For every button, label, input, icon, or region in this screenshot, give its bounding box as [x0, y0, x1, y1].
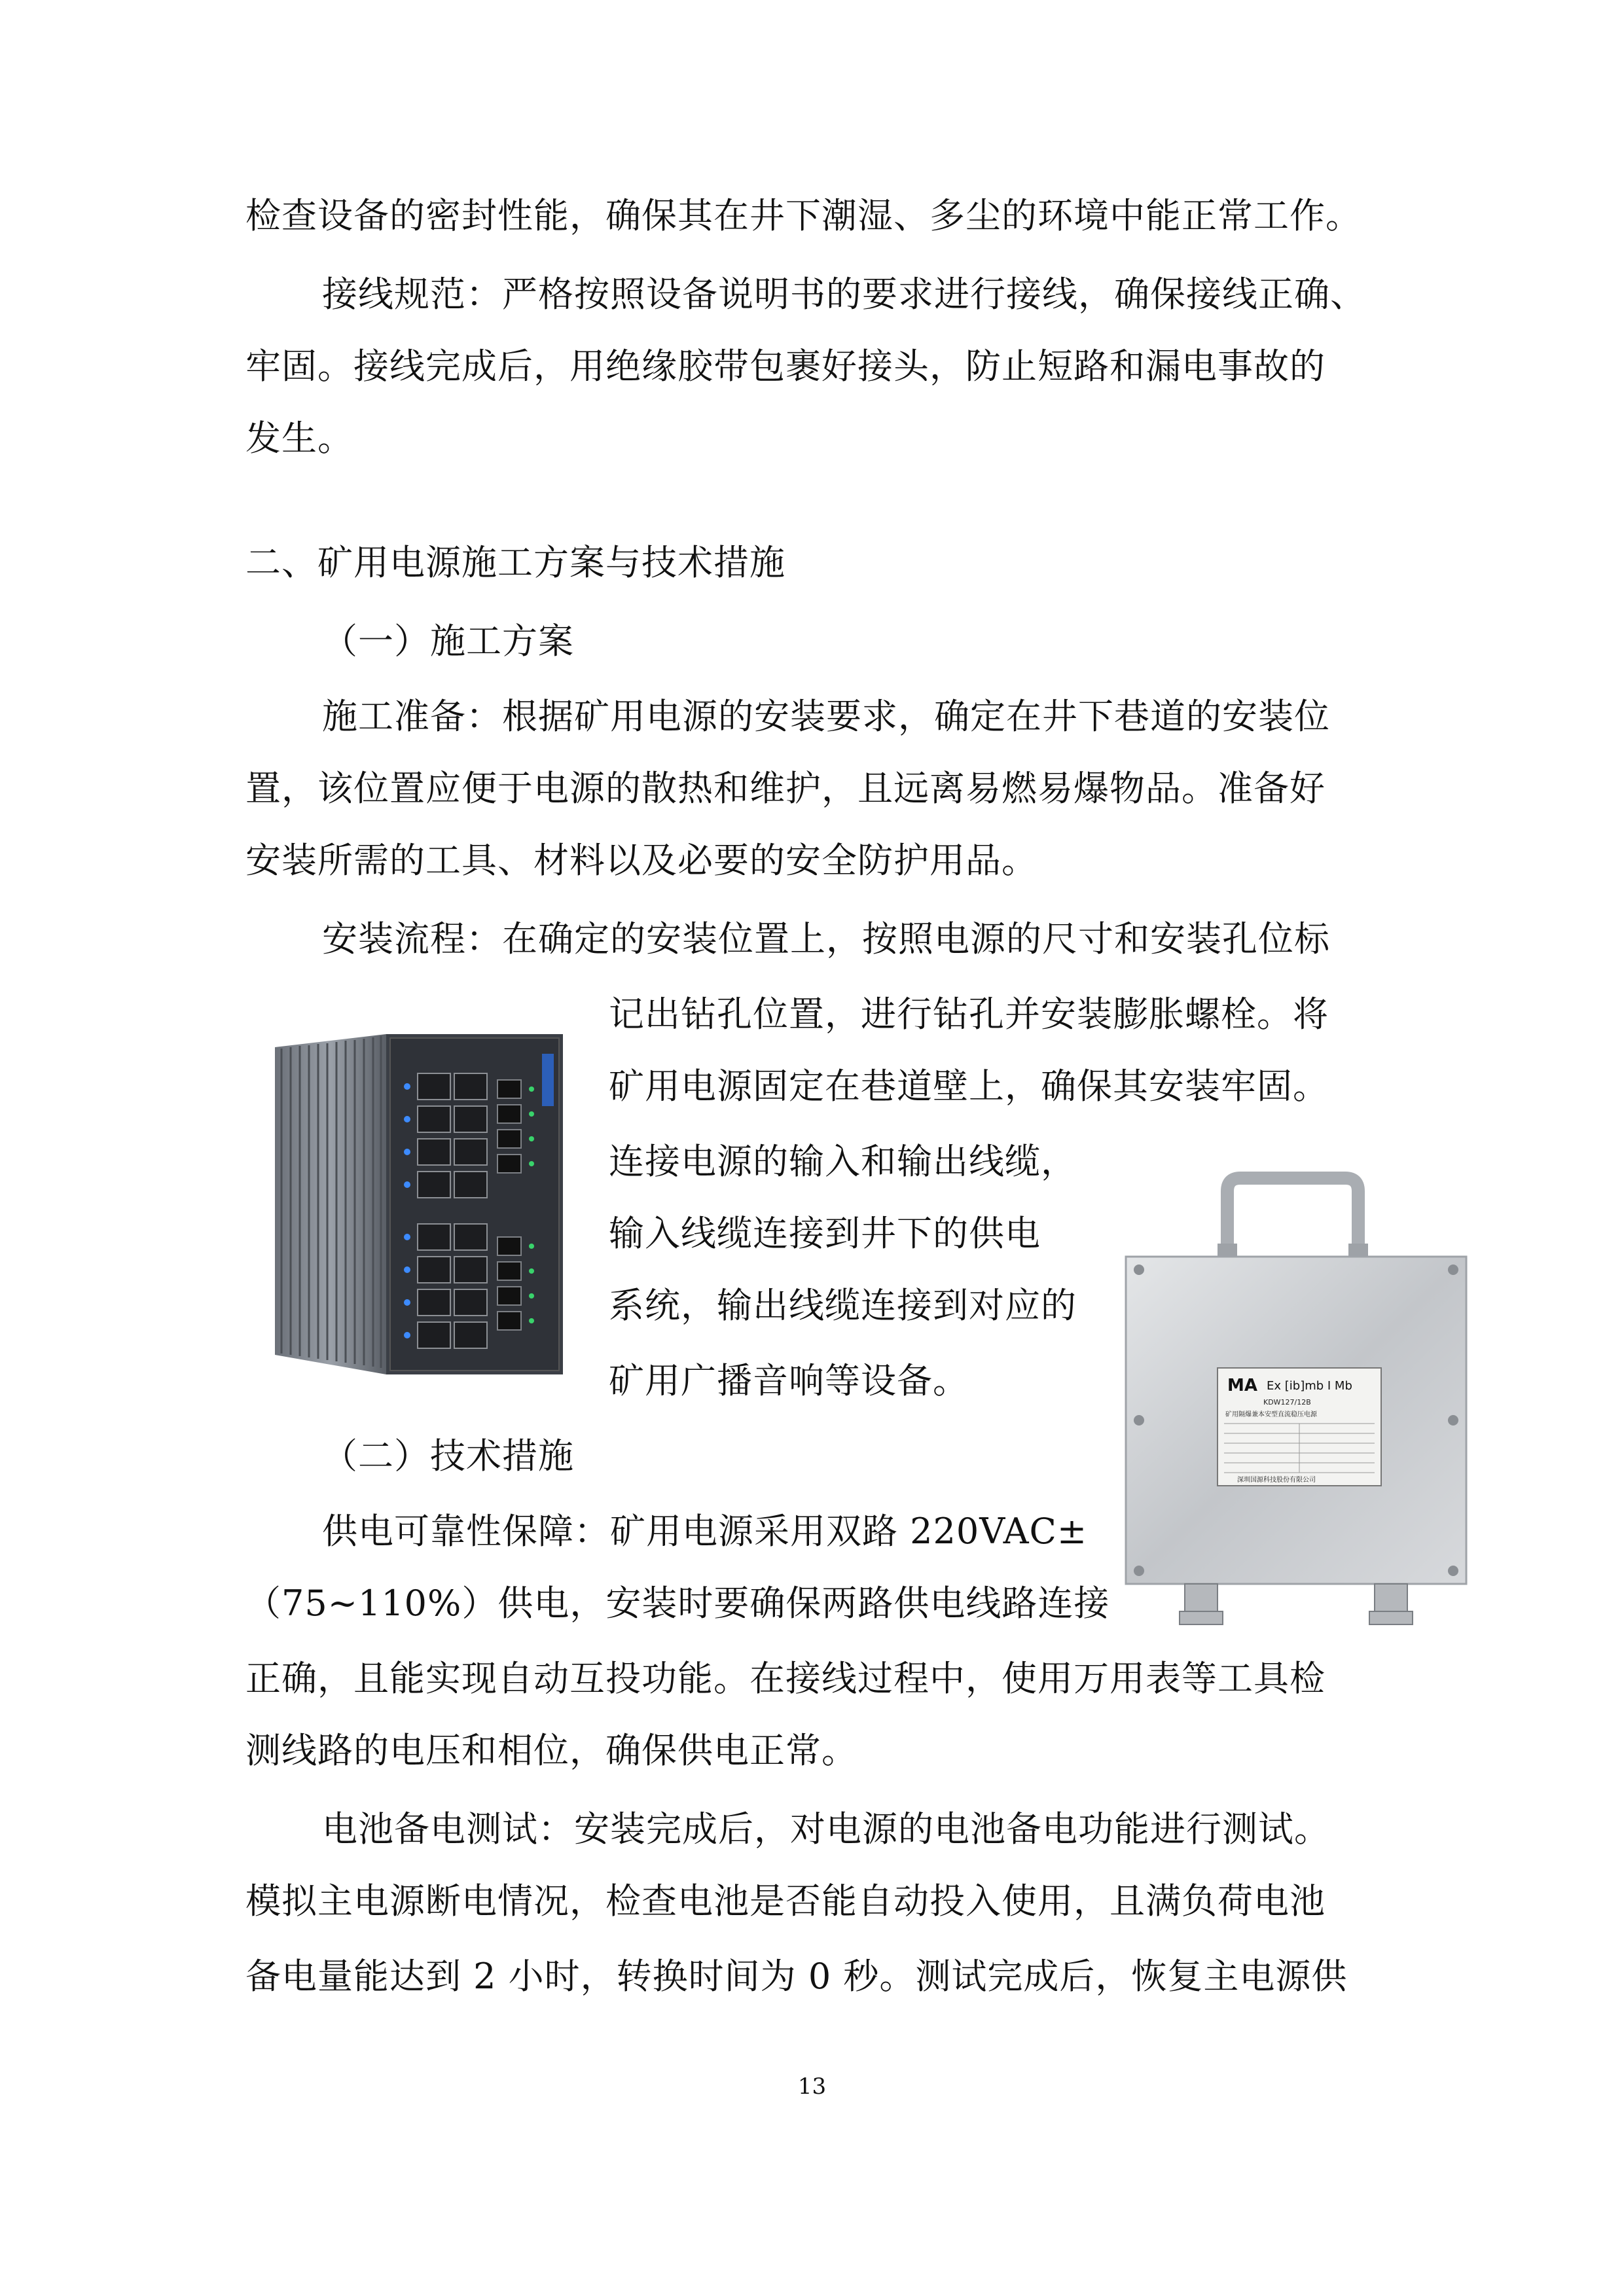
text-line: 施工准备：根据矿用电源的安装要求，确定在井下巷道的安装位	[322, 696, 1330, 737]
text-line: 供电可靠性保障：矿用电源采用双路 220VAC±	[322, 1511, 1088, 1552]
mine-power-supply-image	[1113, 1172, 1479, 1630]
psu-brand-label: MA	[1227, 1376, 1257, 1395]
psu-name-label: 矿用隔爆兼本安型直流稳压电源	[1225, 1411, 1317, 1418]
psu-model-label: KDW127/12B	[1263, 1398, 1311, 1407]
text-line: （75~110%）供电，安装时要确保两路供电线路连接	[245, 1583, 1110, 1624]
ethernet-switch-image	[268, 1028, 569, 1381]
text-line: 发生。	[245, 418, 353, 459]
text-line: 系统，输出线缆连接到对应的	[609, 1285, 1077, 1326]
text-line: 正确，且能实现自动互投功能。在接线过程中，使用万用表等工具检	[245, 1658, 1326, 1699]
text-line: 测线路的电压和相位，确保供电正常。	[245, 1730, 857, 1771]
text-line: 置，该位置应便于电源的散热和维护，且远离易燃易爆物品。准备好	[245, 768, 1326, 809]
text-line: 接线规范：严格按照设备说明书的要求进行接线，确保接线正确、	[322, 274, 1366, 315]
text-line: 检查设备的密封性能，确保其在井下潮湿、多尘的环境中能正常工作。	[245, 195, 1362, 236]
text-line: 输入线缆连接到井下的供电	[609, 1213, 1041, 1254]
text-line: 矿用电源固定在巷道壁上，确保其安装牢固。	[609, 1066, 1329, 1107]
psu-maker-label: 深圳国源科技股份有限公司	[1237, 1477, 1316, 1484]
text-line: 备电量能达到 2 小时，转换时间为 0 秒。测试完成后，恢复主电源供	[245, 1956, 1348, 1997]
text-line: 矿用广播音响等设备。	[609, 1360, 969, 1401]
text-line: 安装所需的工具、材料以及必要的安全防护用品。	[245, 840, 1038, 881]
text-line: 牢固。接线完成后，用绝缘胶带包裹好接头，防止短路和漏电事故的	[245, 346, 1326, 387]
page-number: 13	[797, 2073, 827, 2100]
text-line: 安装流程：在确定的安装位置上，按照电源的尺寸和安装孔位标	[322, 918, 1330, 960]
text-line: 模拟主电源断电情况，检查电池是否能自动投入使用，且满负荷电池	[245, 1880, 1326, 1922]
subsection-heading: （二）技术措施	[322, 1435, 574, 1477]
psu-ex-label: Ex [ib]mb I Mb	[1267, 1379, 1352, 1393]
text-line: 记出钻孔位置，进行钻孔并安装膨胀螺栓。将	[609, 994, 1329, 1035]
text-line: 电池备电测试：安装完成后，对电源的电池备电功能进行测试。	[322, 1808, 1330, 1850]
text-line: 连接电源的输入和输出线缆，	[609, 1141, 1077, 1182]
section-heading: 二、矿用电源施工方案与技术措施	[245, 542, 785, 583]
subsection-heading: （一）施工方案	[322, 620, 574, 662]
